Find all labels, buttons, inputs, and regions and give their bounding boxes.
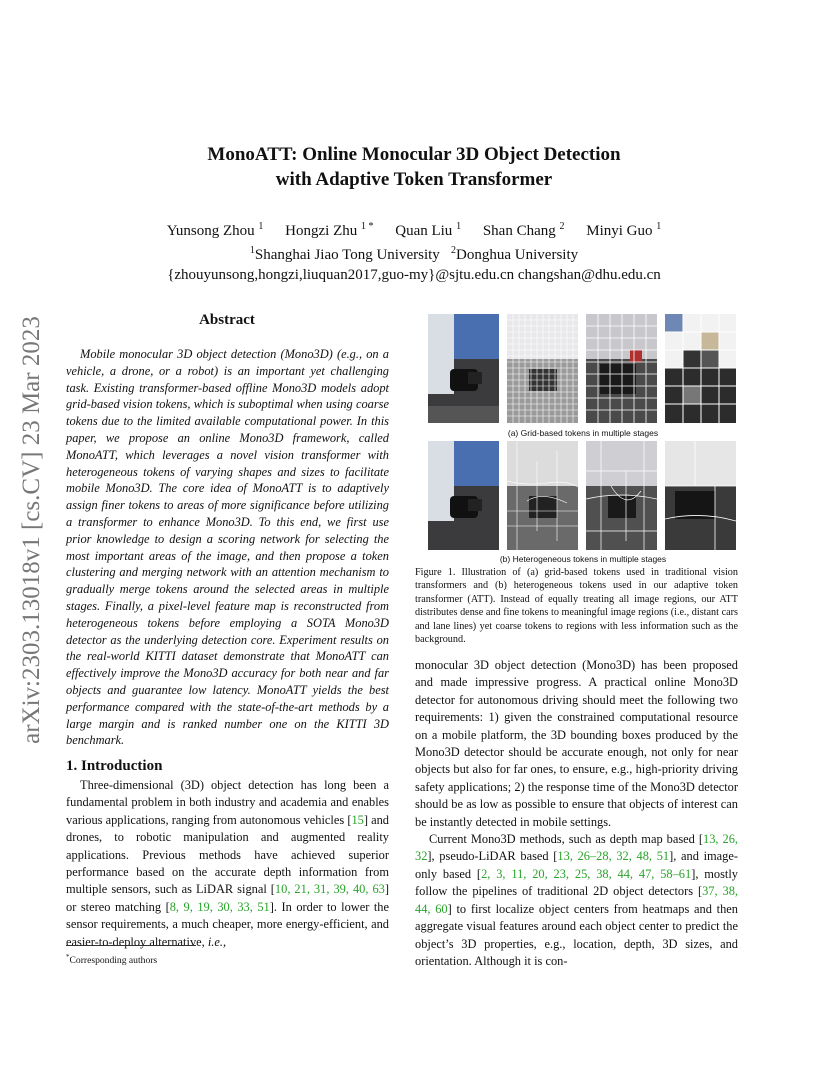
abstract-heading: Abstract [199, 312, 255, 328]
author: Yunsong Zhou $^1$ [166, 221, 264, 239]
paragraph: monocular 3D object detection (Mono3D) has been proposed and made impressive progress. A practical online Mono3D detector for autonomous driving should meet the following two requirements: 1) given the constrained computational resource on a mobile platform, the 3D bounding boxes produced by the Mono3D detector should be accurate enough, not only for near objects but also for far ones, to ensure, e.g., high-priority driving safety applications; 2) the response time of the Mono3D detector should be as low as possible to ensure that objects of interest can be instantly detected in mobile settings. [415, 658, 738, 829]
paper-title [0, 142, 828, 192]
subcaption-a: (a) Grid-based tokens in multiple stages [507, 428, 659, 438]
figure-1 [428, 314, 738, 564]
citation-link[interactable]: 8, 9, 19, 30, 33, 51 [169, 899, 270, 914]
citation-link[interactable]: 10, 21, 31, 39, 40, 63 [274, 882, 385, 897]
author: Hongzi Zhu $^{1 *}$ [285, 221, 374, 239]
stage-image-a2 [507, 314, 578, 423]
right-column-body [415, 657, 738, 970]
arxiv-stamp: arXiv:2303.13018v1 [cs.CV] 23 Mar 2023 [18, 316, 45, 744]
stage-image-b2 [507, 441, 578, 550]
author-block [0, 217, 828, 285]
stage-image-a3 [586, 314, 657, 423]
citation-link[interactable]: 13, 26–28, 32, 48, 51 [557, 849, 670, 864]
title-line-1: MonoATT: Online Monocular 3D Object Detection [207, 144, 621, 165]
citation-link[interactable]: 2, 3, 11, 20, 23, 25, 38, 44, 47, 58–61 [481, 866, 692, 881]
stage-image-a4 [665, 314, 736, 423]
citation-link[interactable]: 37, 38, 44, 60 [415, 884, 739, 916]
author-list [0, 217, 828, 241]
author: Quan Liu $^1$ [395, 221, 462, 239]
author: Minyi Guo $^1$ [586, 221, 662, 239]
stage-image-b3 [586, 441, 657, 550]
footnote: *Corresponding authors [66, 953, 158, 967]
title-line-2: with Adaptive Token Transformer [275, 169, 553, 190]
citation-link[interactable]: 13, 26, 32 [415, 832, 739, 864]
emails: {zhouyunsong,hongzi,liuquan2017,guo-my}@sjtu.edu.cn changshan@dhu.edu.cn [167, 267, 661, 283]
figure-1-caption: Figure 1. Illustration of (a) grid-based tokens used in traditional vision transformers and (b) heterogeneous tokens used in our adaptive token transformer (ATT). Instead of equally treating all image regions, our ATT distributes dense and fine tokens to meaningful image regions (i.e., distant cars and lane lines) yet coarse tokens to regions with less information such as the background. [415, 567, 738, 646]
stage-image-a1 [428, 314, 499, 423]
abstract-text: Mobile monocular 3D object detection (Mono3D) (e.g., on a vehicle, a drone, or a robot) is an important yet challenging task. Existing transformer-based offline Mono3D models adopt grid-based vision tokens, which is suboptimal when using coarse tokens due to the limited available computational power. In this paper, we propose an online Mono3D framework, called MonoATT, which leverages a novel vision transformer with heterogeneous tokens of varying shapes and sizes to facilitate mobile Mono3D. The core idea of MonoATT is to adaptively assign finer tokens to areas of more significance before utilizing a transformer to enhance Mono3D. To this end, we first use prior knowledge to design a scoring network for selecting the most important areas of the image, and then propose a token clustering and merging network with an attention mechanism to gradually merge tokens around the selected areas in multiple stages. Finally, a pixel-level feature map is reconstructed from heterogeneous tokens before employing a SOTA Mono3D detector as the underlying detection core. Experiment results on the real-world KITTI dataset demonstrate that MonoATT can effectively improve the Mono3D accuracy for both near and far objects and guarantee low latency. MonoATT yields the best performance compared with the state-of-the-art methods by a large margin and is ranked number one on the KITTI 3D benchmark. [66, 347, 389, 748]
intro-paragraph: Three-dimensional (3D) object detection has long been a fundamental problem in both industry and academia and enables various applications, ranging from autonomous vehicles [15] and drones, to robotic manipulation and augmented reality applications. Previous methods have achieved superior performance based on the accurate depth information from multiple sensors, such as LiDAR signal [10, 21, 31, 39, 40, 63] or stereo matching [8, 9, 19, 30, 33, 51]. In order to lower the sensor requirements, a much cheaper, more energy-efficient, and easier-to-deploy alternative, i.e., [66, 778, 389, 949]
stage-image-b4 [665, 441, 736, 550]
section-heading-introduction: 1. Introduction [66, 758, 163, 774]
citation-link[interactable]: 15 [351, 812, 364, 827]
affiliations: $^1$Shanghai Jiao Tong University $^2$Donghua University [249, 245, 579, 263]
stage-image-b1 [428, 441, 499, 550]
author: Shan Chang $^2$ [482, 221, 565, 239]
subcaption-b: (b) Heterogeneous tokens in multiple stages [499, 554, 667, 564]
footnote-rule [66, 945, 196, 946]
paragraph: Current Mono3D methods, such as depth map based [13, 26, 32], pseudo-LiDAR based [13, 26–28, 32, 48, 51], and image-only based [2, 3, 11, 20, 23, 25, 38, 44, 47, 58–61], mostly follow the pipelines of traditional 2D object detectors [37, 38, 44, 60] to first localize object centers from heatmaps and then aggregate visual features around each object center to predict the object’s 3D properties, e.g., location, depth, 3D sizes, and orientation. Although it is con- [415, 832, 739, 968]
